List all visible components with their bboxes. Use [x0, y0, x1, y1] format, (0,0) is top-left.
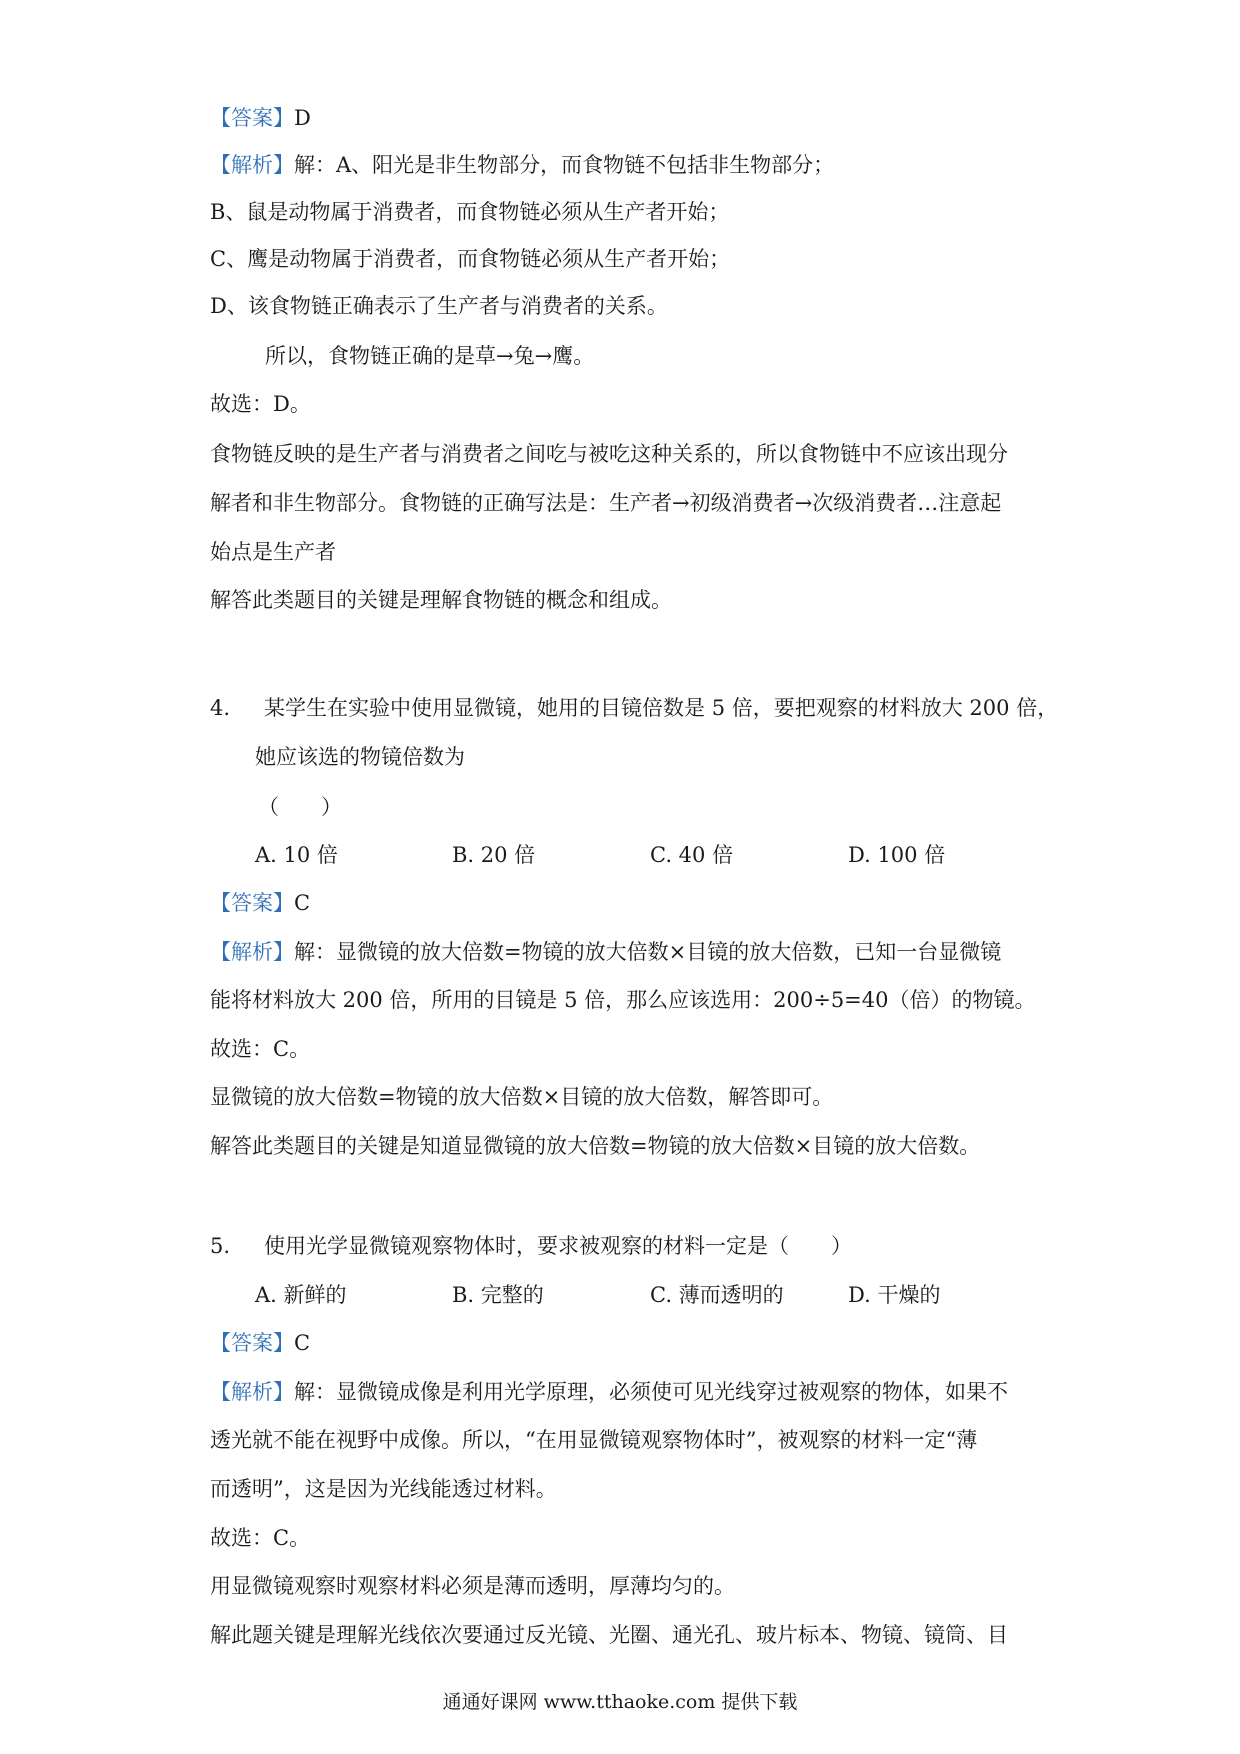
q5-option-c: C. 薄而透明的: [650, 1283, 784, 1307]
q4-answer-line: [210, 888, 1050, 918]
q3-analysis-line-7: 食物链反映的是生产者与消费者之间吃与被吃这种关系的，所以食物链中不应该出现分: [210, 442, 1008, 466]
q5-analysis-line-2: 透光就不能在视野中成像。所以，“在用显微镜观察物体时”，被观察的材料一定“薄: [210, 1428, 978, 1452]
answer-tag: 【答案】: [210, 891, 294, 915]
answer-tag: 【答案】: [210, 106, 294, 130]
q4-analysis-line-4: 显微镜的放大倍数=物镜的放大倍数×目镜的放大倍数，解答即可。: [210, 1085, 834, 1109]
q4-option-a: A. 10 倍: [255, 843, 338, 867]
q4-analysis-line-3: 故选：C。: [210, 1037, 311, 1061]
q3-answer-line: [210, 103, 1050, 133]
q5-stem-line: 5. 使用光学显微镜观察物体时，要求被观察的材料一定是（ ）: [210, 1234, 853, 1258]
q4-number: 4.: [210, 696, 231, 720]
q3-analysis-line-3: C、鹰是动物属于消费者，而食物链必须从生产者开始；: [210, 247, 731, 271]
q3-answer: D: [294, 106, 311, 130]
page-footer: 通通好课网 www.tthaoke.com 提供下载: [442, 1691, 798, 1713]
q3-analysis-line-6: 故选：D。: [210, 392, 311, 416]
q4-option-b: B. 20 倍: [452, 843, 536, 867]
q4-analysis-line-5: 解答此类题目的关键是知道显微镜的放大倍数=物镜的放大倍数×目镜的放大倍数。: [210, 1134, 981, 1158]
q3-analysis-line-2: B、鼠是动物属于消费者，而食物链必须从生产者开始；: [210, 200, 730, 224]
analysis-tag: 【解析】: [210, 940, 294, 964]
q3-analysis-line-9: 始点是生产者: [210, 540, 336, 564]
q3-analysis-line-1: 【解析】解：A、阳光是非生物部分，而食物链不包括非生物部分；: [210, 153, 835, 177]
q3-analysis-line-8: 解者和非生物部分。食物链的正确写法是：生产者→初级消费者→次级消费者…注意起: [210, 491, 1002, 515]
q5-analysis-line-1: 【解析】解：显微镜成像是利用光学原理，必须使可见光线穿过被观察的物体，如果不: [210, 1380, 1008, 1404]
q5-number: 5.: [210, 1234, 231, 1258]
q3-analysis-line-10: 解答此类题目的关键是理解食物链的概念和组成。: [210, 588, 672, 612]
q5-option-a: A. 新鲜的: [255, 1283, 347, 1307]
q4-stem-line-2: 她应该选的物镜倍数为: [255, 745, 465, 769]
q3-analysis-line-4: D、该食物链正确表示了生产者与消费者的关系。: [210, 294, 668, 318]
q4-analysis-line-1: 【解析】解：显微镜的放大倍数=物镜的放大倍数×目镜的放大倍数，已知一台显微镜: [210, 940, 1002, 964]
q4-stem-line-1: 4. 某学生在实验中使用显微镜，她用的目镜倍数是 5 倍，要把观察的材料放大 200 倍，: [210, 696, 1059, 720]
q5-analysis-line-6: 解此题关键是理解光线依次要通过反光镜、光圈、通光孔、玻片标本、物镜、镜筒、目: [210, 1623, 1008, 1647]
q4-option-d: D. 100 倍: [848, 843, 946, 867]
q5-option-b: B. 完整的: [452, 1283, 544, 1307]
q3-analysis-line-5: 所以，食物链正确的是草→兔→鹰。: [265, 344, 595, 368]
q4-answer: C: [294, 891, 311, 915]
q5-answer: C: [294, 1331, 311, 1355]
q5-analysis-line-3: 而透明”，这是因为光线能透过材料。: [210, 1477, 557, 1501]
q4-option-c: C. 40 倍: [650, 843, 734, 867]
q4-analysis-line-2: 能将材料放大 200 倍，所用的目镜是 5 倍，那么应该选用：200÷5=40（倍）的物镜。: [210, 988, 1036, 1012]
analysis-tag: 【解析】: [210, 1380, 294, 1404]
analysis-tag: 【解析】: [210, 153, 294, 177]
q4-stem-line-3: （ ）: [258, 795, 342, 819]
q5-option-d: D. 干燥的: [848, 1283, 941, 1307]
q5-analysis-line-4: 故选：C。: [210, 1526, 311, 1550]
q5-analysis-line-5: 用显微镜观察时观察材料必须是薄而透明，厚薄均匀的。: [210, 1574, 735, 1598]
q5-answer-line: [210, 1328, 1050, 1358]
answer-tag: 【答案】: [210, 1331, 294, 1355]
